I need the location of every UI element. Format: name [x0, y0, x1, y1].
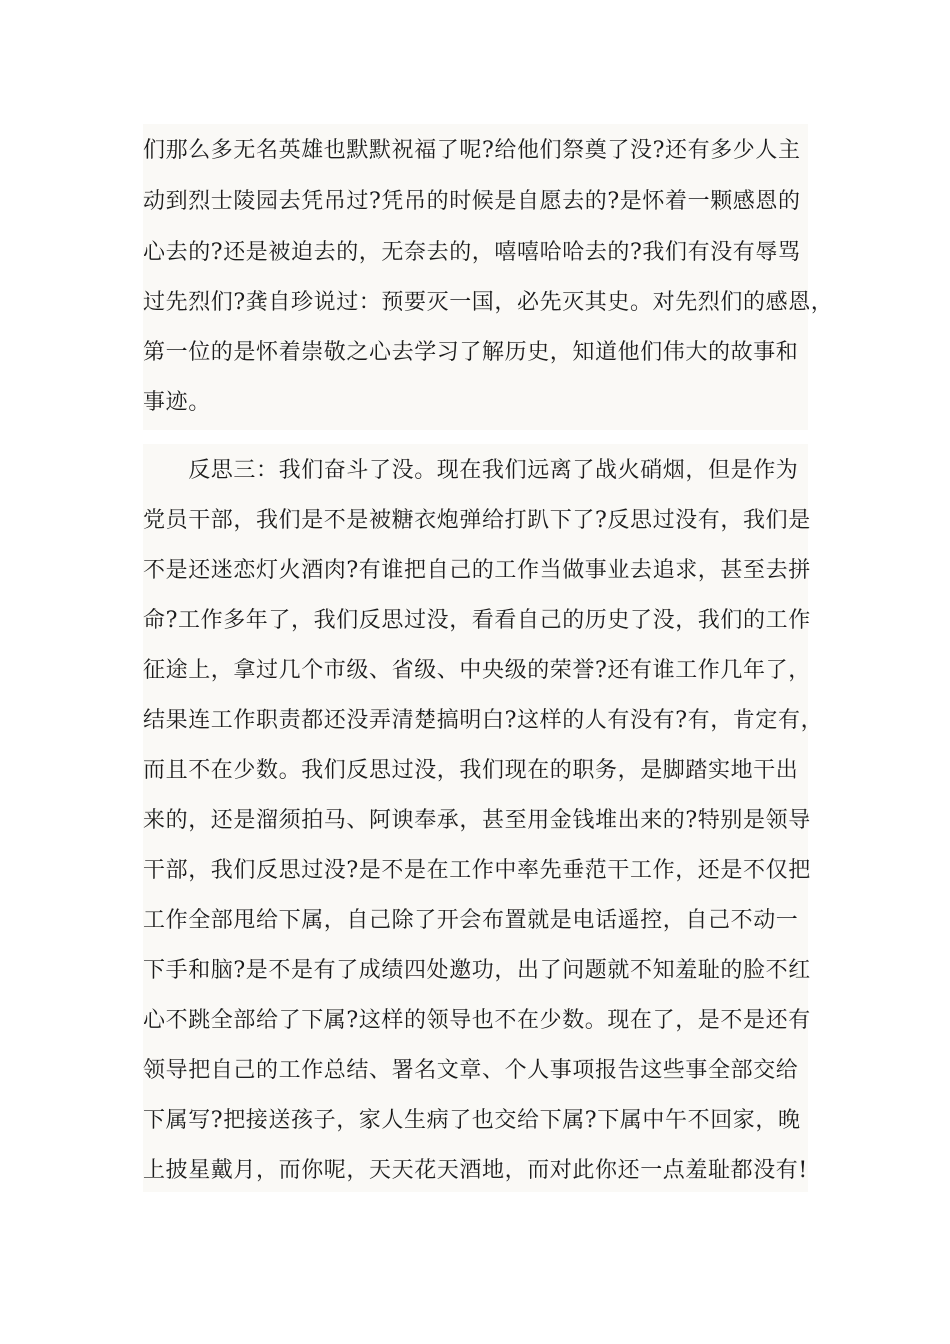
text-line: 们那么多无名英雄也默默祝福了呢?给他们祭奠了没?还有多少人主 [143, 138, 801, 163]
text-line: 下手和脑?是不是有了成绩四处邀功，出了问题就不知羞耻的脸不红 [143, 958, 811, 983]
paragraph-continuation [143, 124, 834, 430]
text-line: 党员干部，我们是不是被糖衣炮弹给打趴下了?反思过没有，我们是 [143, 508, 811, 533]
paragraph-reflection-three [143, 444, 824, 1192]
text-line: 命?工作多年了，我们反思过没，看看自己的历史了没，我们的工作 [143, 608, 811, 633]
text-line: 结果连工作职责都还没弄清楚搞明白?这样的人有没有?有，肯定有， [143, 708, 824, 733]
text-line: 事迹。 [143, 390, 211, 415]
text-line: 来的，还是溜须拍马、阿谀奉承，甚至用金钱堆出来的?特别是领导 [143, 808, 811, 833]
text-line: 反思三：我们奋斗了没。现在我们远离了战火硝烟，但是作为 [143, 458, 799, 483]
text-line: 工作全部甩给下属，自己除了开会布置就是电话遥控，自己不动一 [143, 908, 799, 933]
text-line: 上披星戴月，而你呢，天天花天酒地，而对此你还一点羞耻都没有! [143, 1158, 808, 1183]
text-line: 而且不在少数。我们反思过没，我们现在的职务，是脚踏实地干出 [143, 758, 799, 783]
text-line: 第一位的是怀着崇敬之心去学习了解历史，知道他们伟大的故事和 [143, 340, 799, 365]
text-line: 下属写?把接送孩子，家人生病了也交给下属?下属中午不回家，晚 [143, 1108, 801, 1133]
text-line: 心不跳全部给了下属?这样的领导也不在少数。现在了，是不是还有 [143, 1008, 811, 1033]
text-line: 征途上，拿过几个市级、省级、中央级的荣誉?还有谁工作几年了， [143, 658, 811, 683]
text-line: 过先烈们?龚自珍说过：预要灭一国，必先灭其史。对先烈们的感恩， [143, 290, 834, 315]
text-line: 干部，我们反思过没?是不是在工作中率先垂范干工作，还是不仅把 [143, 858, 811, 883]
text-line: 动到烈士陵园去凭吊过?凭吊的时候是自愿去的?是怀着一颗感恩的 [143, 189, 801, 214]
text-line: 领导把自己的工作总结、署名文章、个人事项报告这些事全部交给 [143, 1058, 799, 1083]
text-line: 心去的?还是被迫去的，无奈去的，嘻嘻哈哈去的?我们有没有辱骂 [143, 240, 801, 265]
text-line: 不是还迷恋灯火酒肉?有谁把自己的工作当做事业去追求，甚至去拼 [143, 558, 811, 583]
